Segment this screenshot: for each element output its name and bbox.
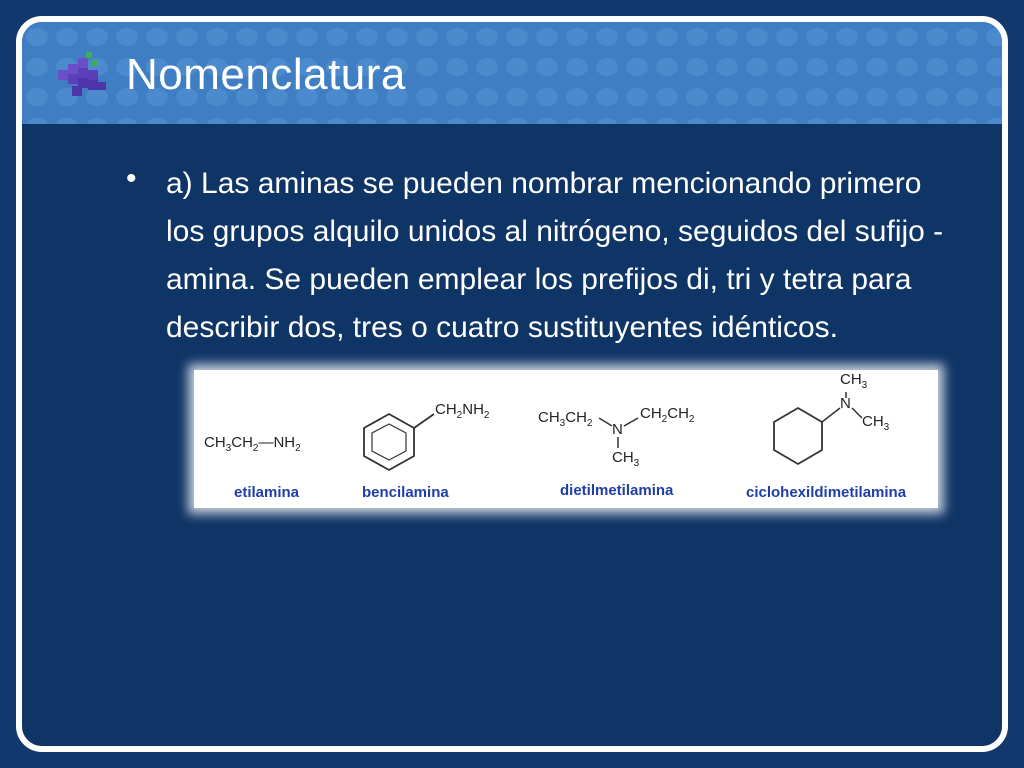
structure-ciclohexildimetilamina: [774, 371, 890, 464]
svg-text:CH3: $CH_3$: [840, 371, 868, 391]
pixel-logo-icon: [52, 48, 112, 108]
svg-text:CH2NH2: $CH_2NH_2$: [435, 401, 490, 421]
bullet-marker: •: [126, 162, 137, 195]
svg-text:CH3: $CH_3$: [862, 413, 890, 433]
svg-text:CH3CH2: $CH_3CH_2$: [538, 409, 593, 429]
structure-dietilmetilamina: [538, 405, 695, 469]
bullet-text: a) Las aminas se pueden nombrar mencionando primero los grupos alquilo unidos al nitrógeno, seguidos del sufijo -amina. Se pueden emplear los prefijos di, tri y tetra para describir dos, tres o cuatro sustituyentes idénticos.: [166, 167, 944, 344]
amine-structures-figure: [194, 370, 938, 508]
svg-text:CH3: $CH_3$: [612, 449, 640, 469]
structure-bencilamina: [364, 401, 490, 470]
compound-name-dietilmetilamina: dietilmetilamina: [560, 482, 674, 499]
compound-name-etilamina: etilamina: [234, 484, 300, 501]
slide-title: Nomenclatura: [126, 50, 406, 99]
svg-text:N: N: [612, 421, 623, 438]
slide: [16, 16, 1008, 752]
compound-name-bencilamina: bencilamina: [362, 484, 449, 501]
structure-etilamina: [204, 434, 301, 454]
svg-text:CH3CH2—NH2: $CH_3CH_2—NH_2$: [204, 434, 301, 454]
svg-text:CH2CH2: $CH_2CH_2$: [640, 405, 695, 425]
svg-text:N: N: [840, 395, 851, 412]
title-band: [22, 22, 1002, 124]
compound-name-ciclohexildimetilamina: ciclohexildimetilamina: [746, 484, 907, 501]
